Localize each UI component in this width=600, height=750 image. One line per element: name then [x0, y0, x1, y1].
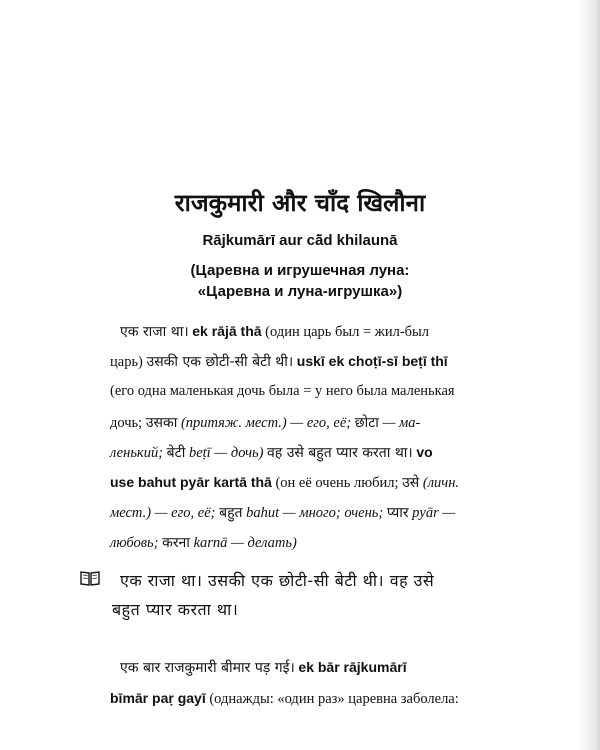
- page-edge: [578, 0, 600, 750]
- paragraph-2-line-2: bīmār paṛ gayī (однажды: «один раз» царевна заболела:: [110, 690, 459, 707]
- paragraph-1-line-4: дочь; उसका (притяж. мест.) — его, её; छोटा — ма-: [110, 415, 421, 431]
- paragraph-1-line-3: (его одна маленькая дочь была = у него была маленькая: [110, 383, 455, 399]
- reading-line-2: बहुत प्यार करता था।: [112, 600, 239, 619]
- paragraph-1-line-2: царь) उसकी एक छोटी-सी बेटी थी। uskī ek choṭī-sī beṭī thī: [110, 353, 448, 370]
- paragraph-1-line-7: мест.) — его, её; बहुत bahut — много; очень; प्यार pyār —: [110, 505, 456, 521]
- russian-subtitle-line-2: «Царевна и луна-игрушка»): [197, 283, 403, 300]
- paragraph-1-line-8: любовь; करना karnā — делать): [110, 535, 297, 551]
- paragraph-1-line-1: एक राजा था। ek rājā thā (один царь был = жил-был: [120, 323, 430, 340]
- russian-subtitle-line-1: (Царевна и игрушечная луна:: [190, 262, 410, 279]
- paragraph-2-line-1: एक बार राजकुमारी बीमार पड़ गई। ek bār rājkumārī: [120, 659, 407, 676]
- transliterated-title: Rājkumārī aur cā̃d khilaunā: [202, 232, 398, 249]
- page-title: राजकुमारी और चाँद खिलौना: [174, 189, 426, 217]
- reading-line-1: एक राजा था। उसकी एक छोटी-सी बेटी थी। वह उसे: [120, 571, 435, 590]
- paragraph-1-line-5: ленький; बेटी beṭī — дочь) वह उसे बहुत प्यार करता था। vo: [110, 444, 433, 461]
- open-book-icon: [80, 570, 100, 586]
- paragraph-1-line-6: use bahut pyār kartā thā (он её очень любил; उसे (личн.: [110, 474, 460, 491]
